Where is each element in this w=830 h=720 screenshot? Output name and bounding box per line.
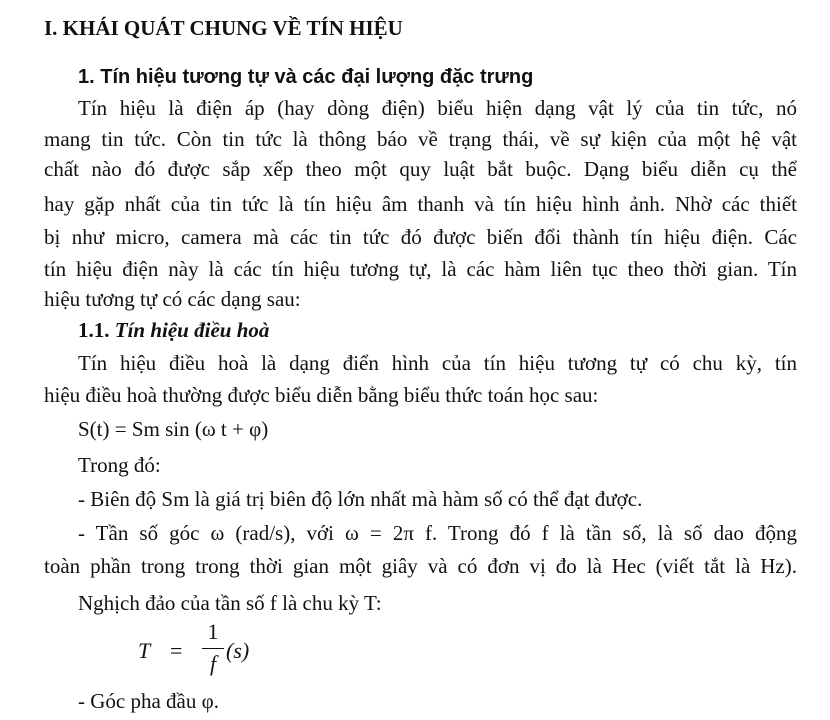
paragraph-line: hay gặp nhất của tin tức là tín hiệu âm thanh và tín hiệu hình ảnh. Nhờ các thiết — [44, 192, 797, 216]
signal-formula: S(t) = Sm sin (ω t + φ) — [78, 417, 269, 441]
formula-denominator: f — [209, 651, 217, 676]
formula-lhs: T — [138, 638, 151, 663]
paragraph-line: Tín hiệu là điện áp (hay dòng điện) biểu hiện dạng vật lý của tin tức, nó — [78, 96, 797, 120]
formula-fraction — [202, 621, 224, 681]
paragraph-line: tín hiệu điện này là các tín hiệu tương tự, là các hàm liên tục theo thời gian. Tín — [44, 257, 797, 281]
bullet-amplitude: - Biên độ Sm là giá trị biên độ lớn nhất mà hàm số có thể đạt được. — [78, 487, 643, 511]
chapter-title: I. KHÁI QUÁT CHUNG VỀ TÍN HIỆU — [44, 16, 403, 40]
where-label: Trong đó: — [78, 453, 161, 477]
bullet-phase: - Góc pha đầu φ. — [78, 689, 219, 713]
paragraph-line: Tín hiệu điều hoà là dạng điển hình của tín hiệu tương tự có chu kỳ, tín — [78, 351, 797, 375]
paragraph-line: hiệu tương tự có các dạng sau: — [44, 287, 301, 311]
period-intro: Nghịch đảo của tần số f là chu kỳ T: — [78, 591, 382, 615]
bullet-frequency-line: toàn phần trong trong thời gian một giây và có đơn vị đo là Hec (viết tắt là Hz). — [44, 554, 797, 578]
paragraph-line: hiệu điều hoà thường được biểu diễn bằng biểu thức toán học sau: — [44, 383, 599, 407]
paragraph-line: bị như micro, camera mà các tin tức đó được biến đổi thành tín hiệu điện. Các — [44, 225, 797, 249]
paragraph-line: chất nào đó được sắp xếp theo một quy luật bắt buộc. Dạng biểu diễn cụ thể — [44, 157, 797, 181]
subsection-number: 1.1. — [78, 318, 110, 342]
paragraph-line: mang tin tức. Còn tin tức là thông báo về trạng thái, về sự kiện của một hệ vật — [44, 127, 797, 151]
bullet-frequency-line: - Tần số góc ω (rad/s), với ω = 2π f. Trong đó f là tần số, là số dao động — [78, 521, 797, 545]
fraction-bar — [202, 648, 224, 649]
subsection-title: Tín hiệu điều hoà — [114, 318, 270, 342]
subsection-heading — [78, 317, 269, 343]
formula-equals: = — [170, 638, 183, 663]
section-title: 1. Tín hiệu tương tự và các đại lượng đặc trưng — [78, 66, 534, 88]
formula-numerator: 1 — [207, 619, 219, 644]
formula-unit: (s) — [226, 638, 250, 663]
